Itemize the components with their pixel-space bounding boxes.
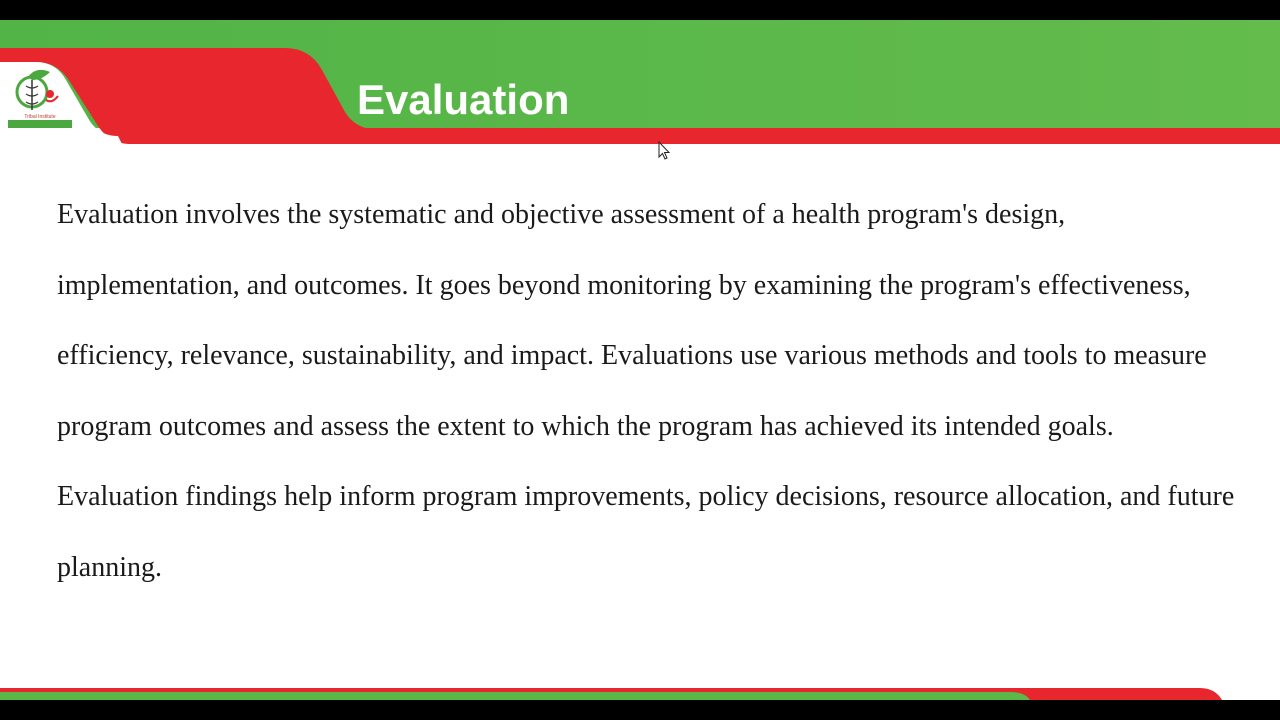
caduceus-leaf-logo-icon — [6, 66, 74, 132]
logo-caption: Tribal Institute — [24, 114, 56, 120]
header-banner — [0, 0, 1280, 160]
footer-banner — [0, 680, 1280, 720]
slide-body-text: Evaluation involves the systematic and objective assessment of a health program's design, implementation, and outcomes. It goes beyond monitoring by examining the program's effectiveness, efficiency, relevance, sustainability, and impact. Evaluations use various methods and tools to measure program outcomes and assess the extent to which the program has achieved its intended goals. Evaluation findings help inform program improvements, policy decisions, resource allocation, and future planning. — [57, 199, 1235, 583]
slide-title: Evaluation — [357, 76, 570, 123]
mouse-pointer-icon — [658, 141, 672, 161]
